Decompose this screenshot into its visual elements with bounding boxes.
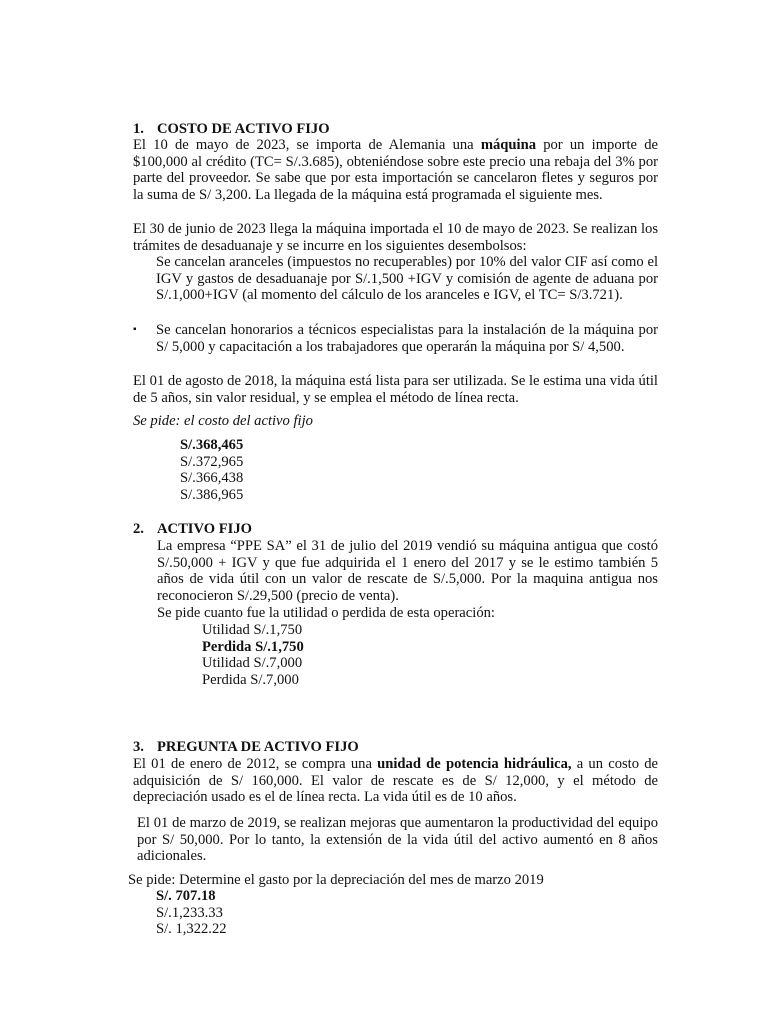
q3-heading [133, 739, 359, 756]
q1-p1-start: El 10 de mayo de 2023, se importa de Alemania una [133, 137, 481, 153]
q2-number: 2. [133, 521, 144, 537]
q3-option: S/. 1,322.22 [156, 921, 227, 938]
q1-list-item-1: Se cancelan aranceles (impuestos no recuperables) por 10% del valor CIF así como el IGV y gastos de desaduanaje por S/.1,500 +IGV y comisión de agente de aduana por S/.1,000+IGV (al momento del cálculo de los aranceles e IGV, el TC= S/3.721). [156, 254, 658, 304]
q1-option: S/.368,465 [180, 437, 244, 453]
q1-option: S/.386,965 [180, 486, 244, 503]
q1-option: S/.372,965 [180, 453, 244, 470]
q3-title: PREGUNTA DE ACTIVO FIJO [157, 739, 359, 755]
q2-title: ACTIVO FIJO [157, 521, 252, 537]
q1-paragraph-3: El 01 de agosto de 2018, la máquina está lista para ser utilizada. Se le estima una vida útil de 5 años, sin valor residual, y se emplea el método de línea recta. [133, 373, 658, 406]
q2-paragraph-1: La empresa “PPE SA” el 31 de julio del 2019 vendió su máquina antigua que costó S/.50,000 + IGV y que fue adquirida el 1 enero del 2017 y se le estimo también 5 años de vida útil con un valor de rescate de S/.5,000. Por la maquina antigua nos reconocieron S/.29,500 (precio de venta). [157, 538, 658, 604]
q2-option: Perdida S/.1,750 [202, 638, 304, 655]
q2-options [202, 622, 304, 688]
q3-paragraph-2: El 01 de marzo de 2019, se realizan mejoras que aumentaron la productividad del equipo por S/ 50,000. Por lo tanto, la extensión de la vida útil del activo aumentó en 8 años adicionales. [137, 815, 658, 865]
q2-ask: Se pide cuanto fue la utilidad o perdida de esta operación: [157, 605, 495, 621]
q3-paragraph-1 [133, 756, 658, 806]
q2-option: Utilidad S/.1,750 [202, 622, 303, 638]
q2-option: Utilidad S/.7,000 [202, 655, 303, 672]
q3-option: S/.1,233.33 [156, 904, 223, 921]
q1-ask: Se pide: el costo del activo fijo [133, 413, 313, 429]
q3-number: 3. [133, 739, 144, 755]
q1-options [180, 437, 243, 503]
q3-ask: Se pide: Determine el gasto por la depreciación del mes de marzo 2019 [128, 872, 544, 888]
q1-p1-bold: máquina [480, 137, 536, 153]
q1-list-item-2-text: Se cancelan honorarios a técnicos especialistas para la instalación de la máquina por S/ 5,000 y capacitación a los trabajadores que operarán la máquina por S/ 4,500. [156, 322, 658, 355]
bullet-icon: ▪ [133, 324, 137, 335]
q2-option: Perdida S/.7,000 [202, 671, 299, 688]
q1-title: COSTO DE ACTIVO FIJO [157, 121, 330, 137]
q1-option: S/.366,438 [180, 470, 244, 487]
q1-p1-end: por un importe de $100,000 al crédito (TC= S/.3.685), obteniéndose sobre este precio una rebaja del 3% por parte del proveedor. Se sabe que por esta importación se cancelaron fletes y seguros por la suma de S/ 3,200. La llegada de la máquina está programada el siguiente mes. [133, 137, 658, 203]
q1-paragraph-1 [133, 137, 658, 203]
q3-p1-bold: unidad de potencia hidráulica, [377, 756, 572, 772]
q1-number: 1. [133, 121, 144, 137]
q1-list-item-2 [133, 322, 658, 355]
q3-option: S/. 707.18 [156, 888, 216, 904]
q3-p1-start: El 01 de enero de 2012, se compra una [133, 756, 378, 772]
q3-options [156, 888, 227, 938]
q1-heading [133, 121, 330, 138]
q3-p1-end: a un costo de adquisición de S/ 160,000. El valor de rescate es de S/ 12,000, y el método de depreciación usado es el de línea recta. La vida útil es de 10 años. [133, 756, 659, 806]
q2-heading [133, 521, 252, 538]
q1-paragraph-2: El 30 de junio de 2023 llega la máquina importada el 10 de mayo de 2023. Se realizan los trámites de desaduanaje y se incurre en los siguientes desembolsos: [133, 221, 658, 254]
